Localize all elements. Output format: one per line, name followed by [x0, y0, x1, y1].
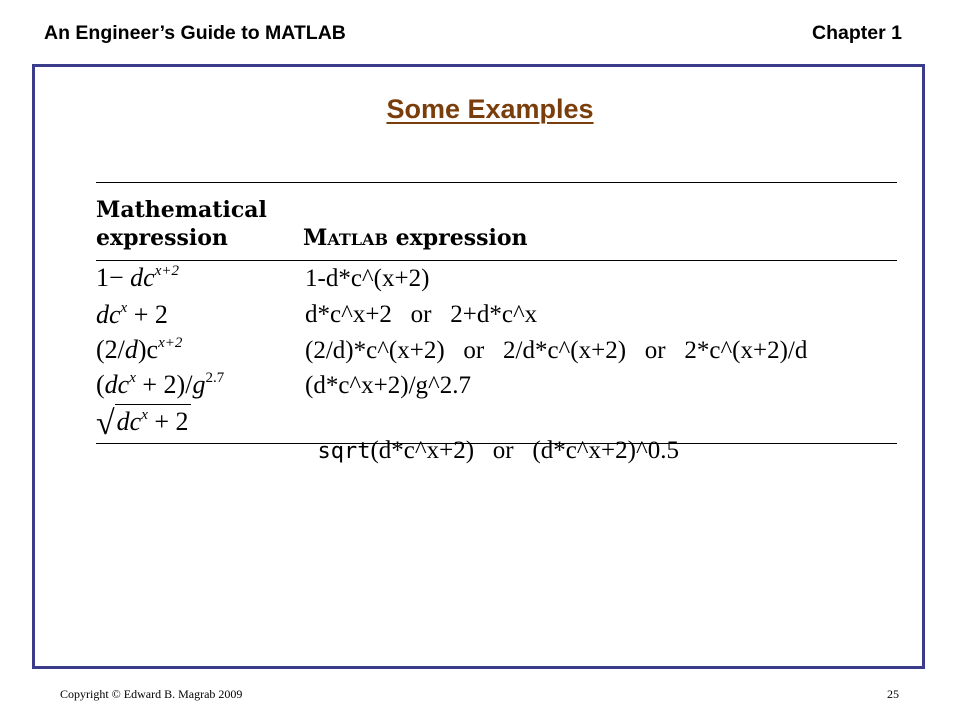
- header-title: An Engineer’s Guide to MATLAB: [44, 22, 346, 44]
- matlab-expression-row-2: d*c^x+2 or 2+d*c^x: [305, 301, 538, 328]
- slide-title: Some Examples: [386, 94, 594, 124]
- column-header-math: [96, 196, 267, 252]
- math-base: dc: [104, 370, 130, 399]
- math-superscript: x: [120, 300, 128, 316]
- matlab-expression-row-3: (2/d)*c^(x+2) or 2/d*c^(x+2) or 2*c^(x+2)/d: [305, 337, 808, 364]
- matlab-expression-row-5: [305, 406, 679, 467]
- math-superscript: x: [129, 370, 136, 386]
- column-header-matlab-suffix: expression: [388, 225, 528, 251]
- math-lead: (2/: [96, 335, 125, 364]
- math-tail: + 2)/: [135, 370, 193, 399]
- math-tail: + 2: [127, 300, 168, 329]
- table-top-rule: [96, 182, 897, 183]
- math-lead: (: [96, 370, 105, 399]
- footer-page-number: 25: [887, 687, 899, 701]
- matlab-expression-row-4: (d*c^x+2)/g^2.7: [305, 372, 472, 399]
- footer-copyright: Copyright © Edward B. Magrab 2009: [60, 687, 243, 701]
- math-expression-row-1: [96, 263, 179, 293]
- slide-frame: [32, 64, 925, 669]
- square-root-icon: √: [96, 405, 115, 442]
- sqrt-radicand: [115, 404, 191, 437]
- math-base: dc: [96, 300, 121, 329]
- math-lead: 1−: [96, 263, 131, 292]
- math-superscript: x: [141, 407, 148, 423]
- math-superscript: x+2: [154, 263, 179, 279]
- column-header-matlab-m: M: [303, 225, 328, 251]
- column-header-math-line1: Mathematical: [96, 197, 267, 223]
- math-base: dc: [116, 407, 142, 436]
- matlab-function-name: sqrt: [317, 439, 371, 464]
- matlab-expression-row-1: 1-d*c^(x+2): [305, 265, 430, 292]
- column-header-math-line2: expression: [96, 225, 228, 251]
- math-superscript-2: 2.7: [205, 370, 225, 386]
- math-expression-row-2: [96, 300, 168, 330]
- column-header-matlab: [303, 224, 528, 254]
- math-base: d: [124, 335, 138, 364]
- table-header-rule: [96, 260, 897, 261]
- math-mid: )c: [137, 335, 159, 364]
- math-superscript: x+2: [158, 335, 183, 351]
- math-tail: + 2: [147, 407, 189, 436]
- math-base-2: g: [192, 370, 206, 399]
- math-expression-row-4: [96, 370, 224, 400]
- math-expression-row-3: [96, 335, 182, 365]
- math-expression-row-5: [96, 404, 191, 442]
- header-chapter: Chapter 1: [812, 22, 902, 44]
- column-header-matlab-smallcaps: ATLAB: [327, 230, 388, 249]
- matlab-expression-rest: (d*c^x+2) or (d*c^x+2)^0.5: [370, 437, 679, 464]
- math-base: dc: [130, 263, 155, 292]
